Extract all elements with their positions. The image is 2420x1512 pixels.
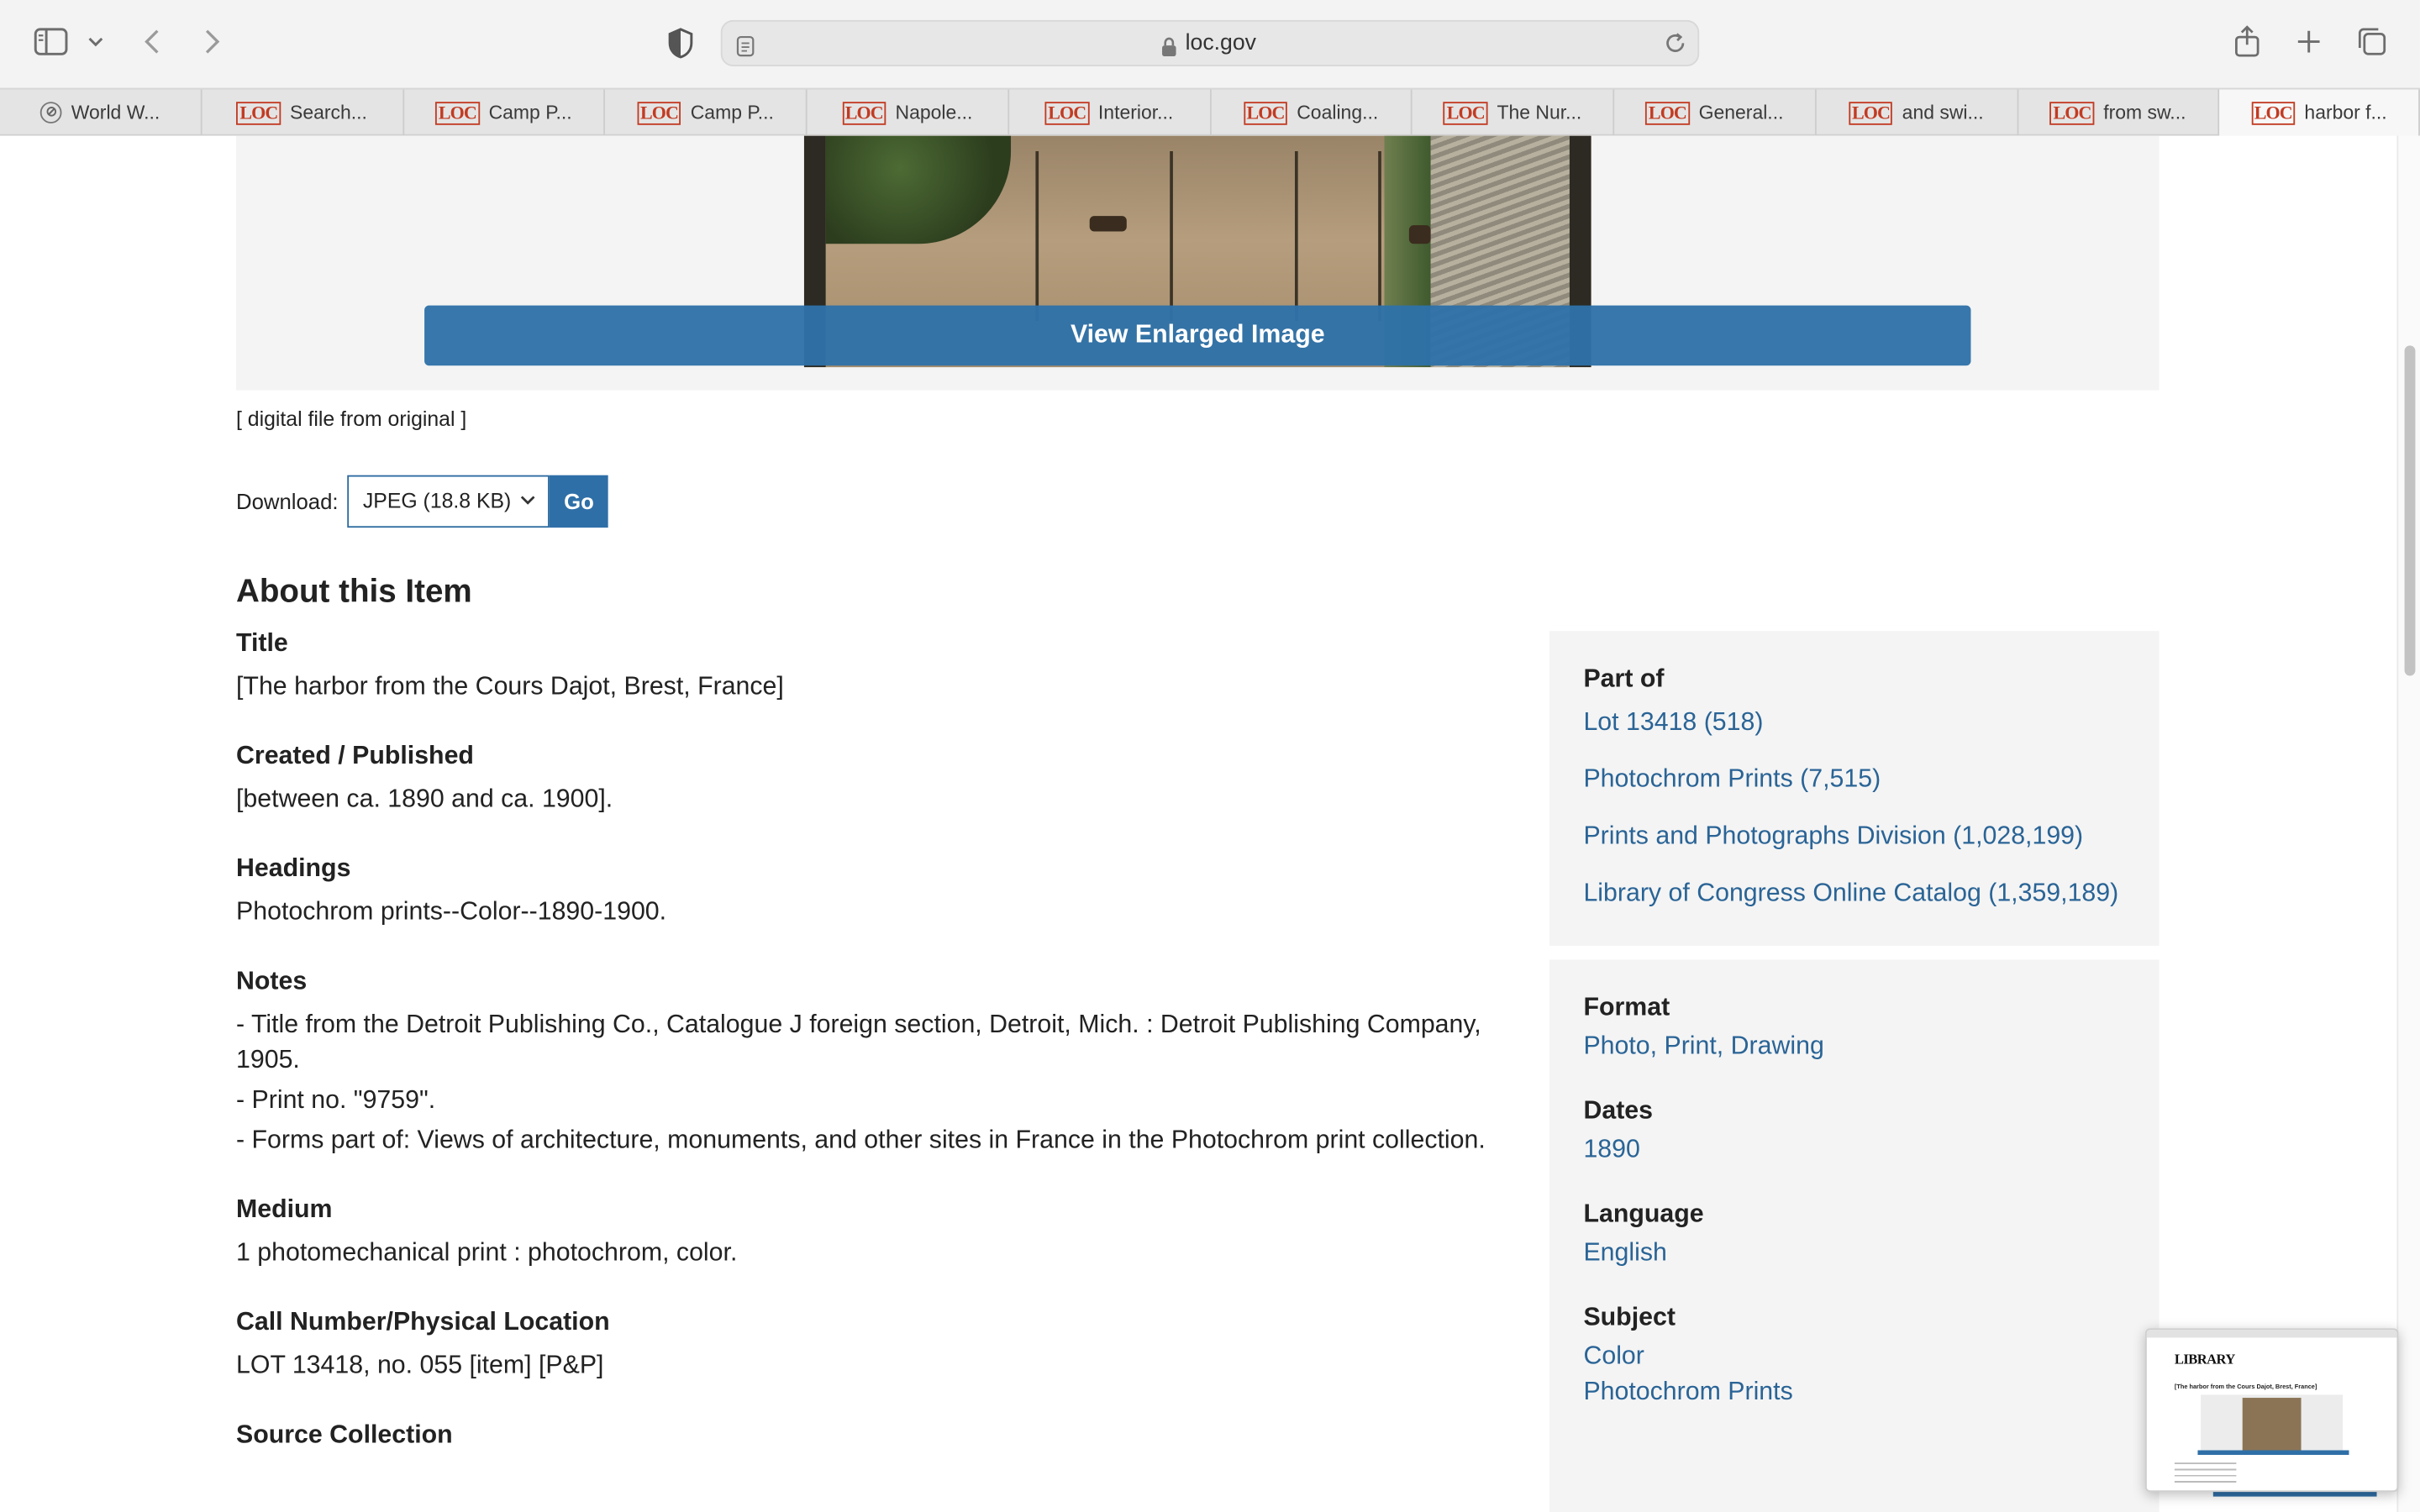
dates-group (1583, 1094, 2125, 1168)
part-of-heading: Part of (1583, 664, 1665, 693)
chevron-down-icon[interactable] (87, 28, 105, 55)
tab-interior[interactable] (1009, 90, 1211, 136)
tab-label: Interior... (1097, 102, 1174, 123)
part-of-link-online-catalog[interactable]: Library of Congress Online Catalog (1,359,189) (1583, 879, 2119, 907)
download-controls (236, 474, 608, 528)
loc-favicon-icon: LOC (1645, 101, 1689, 124)
note-item: - Title from the Detroit Publishing Co., Catalogue J foreign section, Detroit, Mich. : Detroit Publishing Company, 1905. (236, 1011, 1481, 1074)
address-bar[interactable] (721, 20, 1699, 66)
field-label: Created / Published (236, 742, 474, 770)
part-of-link-lot[interactable]: Lot 13418 (518) (1583, 708, 1764, 737)
loc-favicon-icon: LOC (2050, 101, 2094, 124)
subject-link-photochrom[interactable]: Photochrom Prints (1583, 1378, 1793, 1406)
field-value: Photochrom prints--Color--1890-1900. (236, 897, 667, 927)
field-value: [The harbor from the Cours Dajot, Brest, France] (236, 672, 784, 701)
download-format-value: JPEG (18.8 KB) (362, 488, 512, 512)
page-preview-thumbnail[interactable] (2145, 1328, 2398, 1492)
tab-strip (0, 88, 2420, 136)
digital-file-caption: [ digital file from original ] (236, 407, 467, 431)
tab-label: harbor f... (2304, 102, 2387, 123)
source-collection-field (236, 1418, 1486, 1452)
scrollbar-thumb[interactable] (2405, 345, 2416, 675)
subject-group (1583, 1300, 2125, 1410)
subject-link-color[interactable]: Color (1583, 1341, 1644, 1370)
tab-from-sw[interactable] (2018, 90, 2219, 136)
loc-favicon-icon: LOC (842, 101, 886, 124)
new-tab-icon[interactable] (2295, 28, 2323, 55)
tab-and-swi[interactable] (1816, 90, 2018, 136)
part-of-link-photochrom[interactable]: Photochrom Prints (7,515) (1583, 765, 1881, 794)
download-format-select[interactable] (348, 475, 550, 527)
loc-favicon-icon: LOC (237, 101, 281, 124)
loc-favicon-icon: LOC (1244, 101, 1287, 124)
tab-label: General... (1698, 102, 1784, 123)
browser-toolbar (0, 0, 2420, 88)
medium-field (236, 1193, 1486, 1272)
compass-icon: ⊘ (40, 102, 62, 123)
field-value: [between ca. 1890 and ca. 1900]. (236, 785, 613, 813)
page-scrollbar[interactable] (2396, 136, 2420, 1512)
created-field (236, 739, 1486, 818)
headings-field (236, 852, 1486, 931)
shield-privacy-icon[interactable] (666, 26, 697, 60)
image-viewer-panel (236, 136, 2160, 391)
about-heading: About this Item (236, 574, 472, 610)
view-enlarged-image-button[interactable]: View Enlarged Image (424, 306, 1970, 366)
format-link[interactable]: Photo, Print, Drawing (1583, 1032, 1824, 1060)
chevron-down-icon (518, 476, 537, 544)
forward-icon[interactable] (199, 26, 224, 57)
back-icon[interactable] (140, 26, 165, 57)
field-label: Call Number/Physical Location (236, 1308, 610, 1336)
field-label: Headings (236, 854, 351, 883)
tab-label: The Nur... (1497, 102, 1582, 123)
field-label: Source Collection (236, 1420, 453, 1449)
tab-the-nur[interactable] (1413, 90, 1614, 136)
tab-label: Camp P... (488, 102, 572, 123)
thumbnail-title: [The harbor from the Cours Dajot, Brest, France] (2174, 1382, 2317, 1390)
tab-harbor-active[interactable] (2220, 90, 2420, 136)
subject-label: Subject (1583, 1304, 1676, 1332)
tab-label: Napole... (895, 102, 973, 123)
item-details (236, 627, 1486, 1486)
loc-favicon-icon: LOC (435, 101, 479, 124)
tab-label: and swi... (1902, 102, 1984, 123)
part-of-box (1549, 631, 2159, 946)
language-group (1583, 1197, 2125, 1271)
sidebar-toggle-icon[interactable] (34, 28, 67, 55)
tab-napole[interactable] (808, 90, 1009, 136)
download-go-button[interactable]: Go (550, 475, 608, 527)
tab-search[interactable] (202, 90, 403, 136)
tab-label: Search... (290, 102, 367, 123)
field-value: 1 photomechanical print : photochrom, color. (236, 1238, 738, 1267)
loc-favicon-icon: LOC (1444, 101, 1487, 124)
language-label: Language (1583, 1200, 1704, 1229)
tab-overview-icon[interactable] (2357, 26, 2388, 57)
url-text: loc.gov (1185, 30, 1257, 56)
loc-favicon-icon: LOC (1045, 101, 1089, 124)
page-content (0, 136, 2420, 1512)
share-icon[interactable] (2233, 24, 2261, 58)
facets-box (1549, 959, 2159, 1512)
loc-favicon-icon: LOC (2251, 101, 2295, 124)
dates-link[interactable]: 1890 (1583, 1135, 1640, 1163)
format-group (1583, 990, 2125, 1064)
field-label: Notes (236, 967, 308, 995)
reload-icon[interactable] (1664, 31, 1687, 62)
call-number-field (236, 1305, 1486, 1384)
tab-camp-p-2[interactable] (605, 90, 807, 136)
tab-label: World W... (71, 102, 160, 123)
thumbnail-logo: LIBRARY (2174, 1351, 2235, 1368)
tab-general[interactable] (1614, 90, 1816, 136)
field-label: Title (236, 629, 288, 658)
dates-label: Dates (1583, 1096, 1654, 1125)
field-value: LOT 13418, no. 055 [item] [P&P] (236, 1351, 604, 1380)
loc-favicon-icon: LOC (1849, 101, 1892, 124)
tab-coaling[interactable] (1211, 90, 1413, 136)
language-link[interactable]: English (1583, 1238, 1667, 1267)
tab-label: from sw... (2103, 102, 2186, 123)
loc-favicon-icon: LOC (637, 101, 681, 124)
format-label: Format (1583, 993, 1670, 1021)
field-label: Medium (236, 1195, 333, 1224)
notes-field (236, 964, 1486, 1158)
note-item: - Forms part of: Views of architecture, monuments, and other sites in France in the Photochrom print collection. (236, 1126, 1486, 1154)
note-item: - Print no. "9759". (236, 1086, 436, 1115)
tab-label: Coaling... (1297, 102, 1379, 123)
download-label: Download: (236, 488, 339, 513)
tab-label: Camp P... (690, 102, 774, 123)
tab-world-war[interactable] (0, 90, 202, 136)
part-of-link-prints-division[interactable]: Prints and Photographs Division (1,028,199) (1583, 822, 2084, 851)
tab-camp-p-1[interactable] (403, 90, 605, 136)
title-field (236, 627, 1486, 706)
